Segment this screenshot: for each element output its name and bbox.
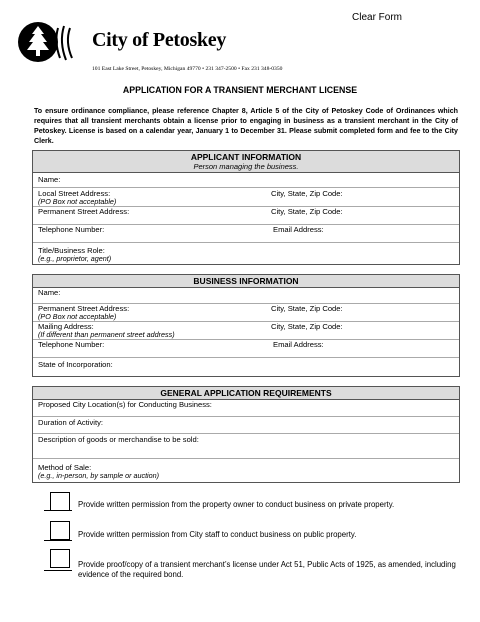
business-mailing-address-field[interactable] — [33, 322, 459, 340]
checkbox-merchant-license[interactable] — [50, 549, 70, 568]
applicant-permanent-address-label: Permanent Street Address: — [38, 207, 130, 216]
checklist-item-1: Provide written permission from the property owner to conduct business on private property. — [78, 500, 395, 509]
method-label: Method of Sale: — [38, 463, 92, 472]
applicant-role-note: (e.g., proprietor, agent) — [38, 254, 112, 263]
applicant-name-label: Name: — [38, 175, 61, 184]
method-field[interactable] — [33, 459, 459, 483]
duration-field[interactable] — [33, 417, 459, 434]
general-title: GENERAL APPLICATION REQUIREMENTS — [160, 388, 332, 398]
applicant-permanent-city-state-zip-label: City, State, Zip Code: — [271, 207, 343, 216]
business-permanent-address-note: (PO Box not acceptable) — [38, 312, 117, 321]
goods-label: Description of goods or merchandise to be sold: — [38, 435, 199, 444]
applicant-city-state-zip-label: City, State, Zip Code: — [271, 189, 343, 198]
applicant-header — [33, 151, 459, 173]
applicant-telephone-label: Telephone Number: — [38, 225, 105, 234]
intro-text: To ensure ordinance compliance, please reference Chapter 8, Article 5 of the City of Petoskey Code of Ordinances which requires that all transient merchants obtain a license prior to engaging in business as a transient merchant in the City of Petoskey. License is based on a calendar year, January 1 to December 31. Please submit completed form and fee to the City Clerk. — [34, 107, 458, 145]
page-title: APPLICATION FOR A TRANSIENT MERCHANT LICENSE — [122, 85, 358, 95]
business-telephone-field[interactable] — [33, 340, 459, 358]
location-field[interactable] — [33, 400, 459, 417]
business-incorporation-label: State of Incorporation: — [38, 360, 113, 369]
city-logo-icon — [14, 20, 86, 64]
method-note: (e.g., in-person, by sample or auction) — [38, 471, 160, 480]
business-email-label: Email Address: — [273, 340, 324, 349]
business-permanent-address-field[interactable] — [33, 304, 459, 322]
applicant-local-address-label: Local Street Address: — [38, 189, 111, 198]
checkbox-property-owner[interactable] — [50, 492, 70, 511]
checklist-item-2: Provide written permission from City staff to conduct business on public property. — [78, 530, 357, 539]
business-mailing-city-state-zip-label: City, State, Zip Code: — [271, 322, 343, 331]
business-name-field[interactable] — [33, 288, 459, 304]
clear-form-button[interactable]: Clear Form — [352, 12, 403, 23]
general-section — [32, 386, 460, 483]
checkbox-city-staff[interactable] — [50, 521, 70, 540]
applicant-section — [32, 150, 460, 265]
applicant-subtitle: Person managing the business. — [193, 162, 299, 171]
goods-field[interactable] — [33, 434, 459, 459]
business-title: BUSINESS INFORMATION — [193, 276, 299, 286]
applicant-local-address-note: (PO Box not acceptable) — [38, 197, 117, 206]
city-address: 101 East Lake Street, Petoskey, Michigan 49770 • 231 347-2500 • Fax 231 348-0350 — [92, 66, 283, 72]
checklist-line-3 — [44, 570, 72, 571]
applicant-telephone-field[interactable] — [33, 225, 459, 243]
city-name: City of Petoskey — [92, 29, 227, 51]
applicant-permanent-address-field[interactable] — [33, 207, 459, 225]
business-section — [32, 274, 460, 377]
general-header — [33, 387, 459, 400]
applicant-role-label: Title/Business Role: — [38, 246, 105, 255]
business-city-state-zip-label: City, State, Zip Code: — [271, 304, 343, 313]
business-permanent-address-label: Permanent Street Address: — [38, 304, 130, 313]
business-telephone-label: Telephone Number: — [38, 340, 105, 349]
business-incorporation-field[interactable] — [33, 358, 459, 377]
business-mailing-address-label: Mailing Address: — [38, 322, 94, 331]
duration-label: Duration of Activity: — [38, 418, 103, 427]
checklist-item-3: Provide proof/copy of a transient merchant’s license under Act 51, Public Acts of 1925, as amended, including evidence of the required bond. — [78, 560, 456, 579]
business-header — [33, 275, 459, 288]
business-name-label: Name: — [38, 288, 61, 297]
applicant-role-field[interactable] — [33, 243, 459, 265]
location-label: Proposed City Location(s) for Conducting Business: — [38, 400, 212, 409]
applicant-local-address-field[interactable] — [33, 188, 459, 207]
checklist-line-2 — [44, 540, 72, 541]
applicant-name-field[interactable] — [33, 173, 459, 188]
applicant-title: APPLICANT INFORMATION — [190, 152, 302, 162]
applicant-email-label: Email Address: — [273, 225, 324, 234]
business-mailing-address-note: (If different than permanent street address) — [38, 330, 175, 339]
